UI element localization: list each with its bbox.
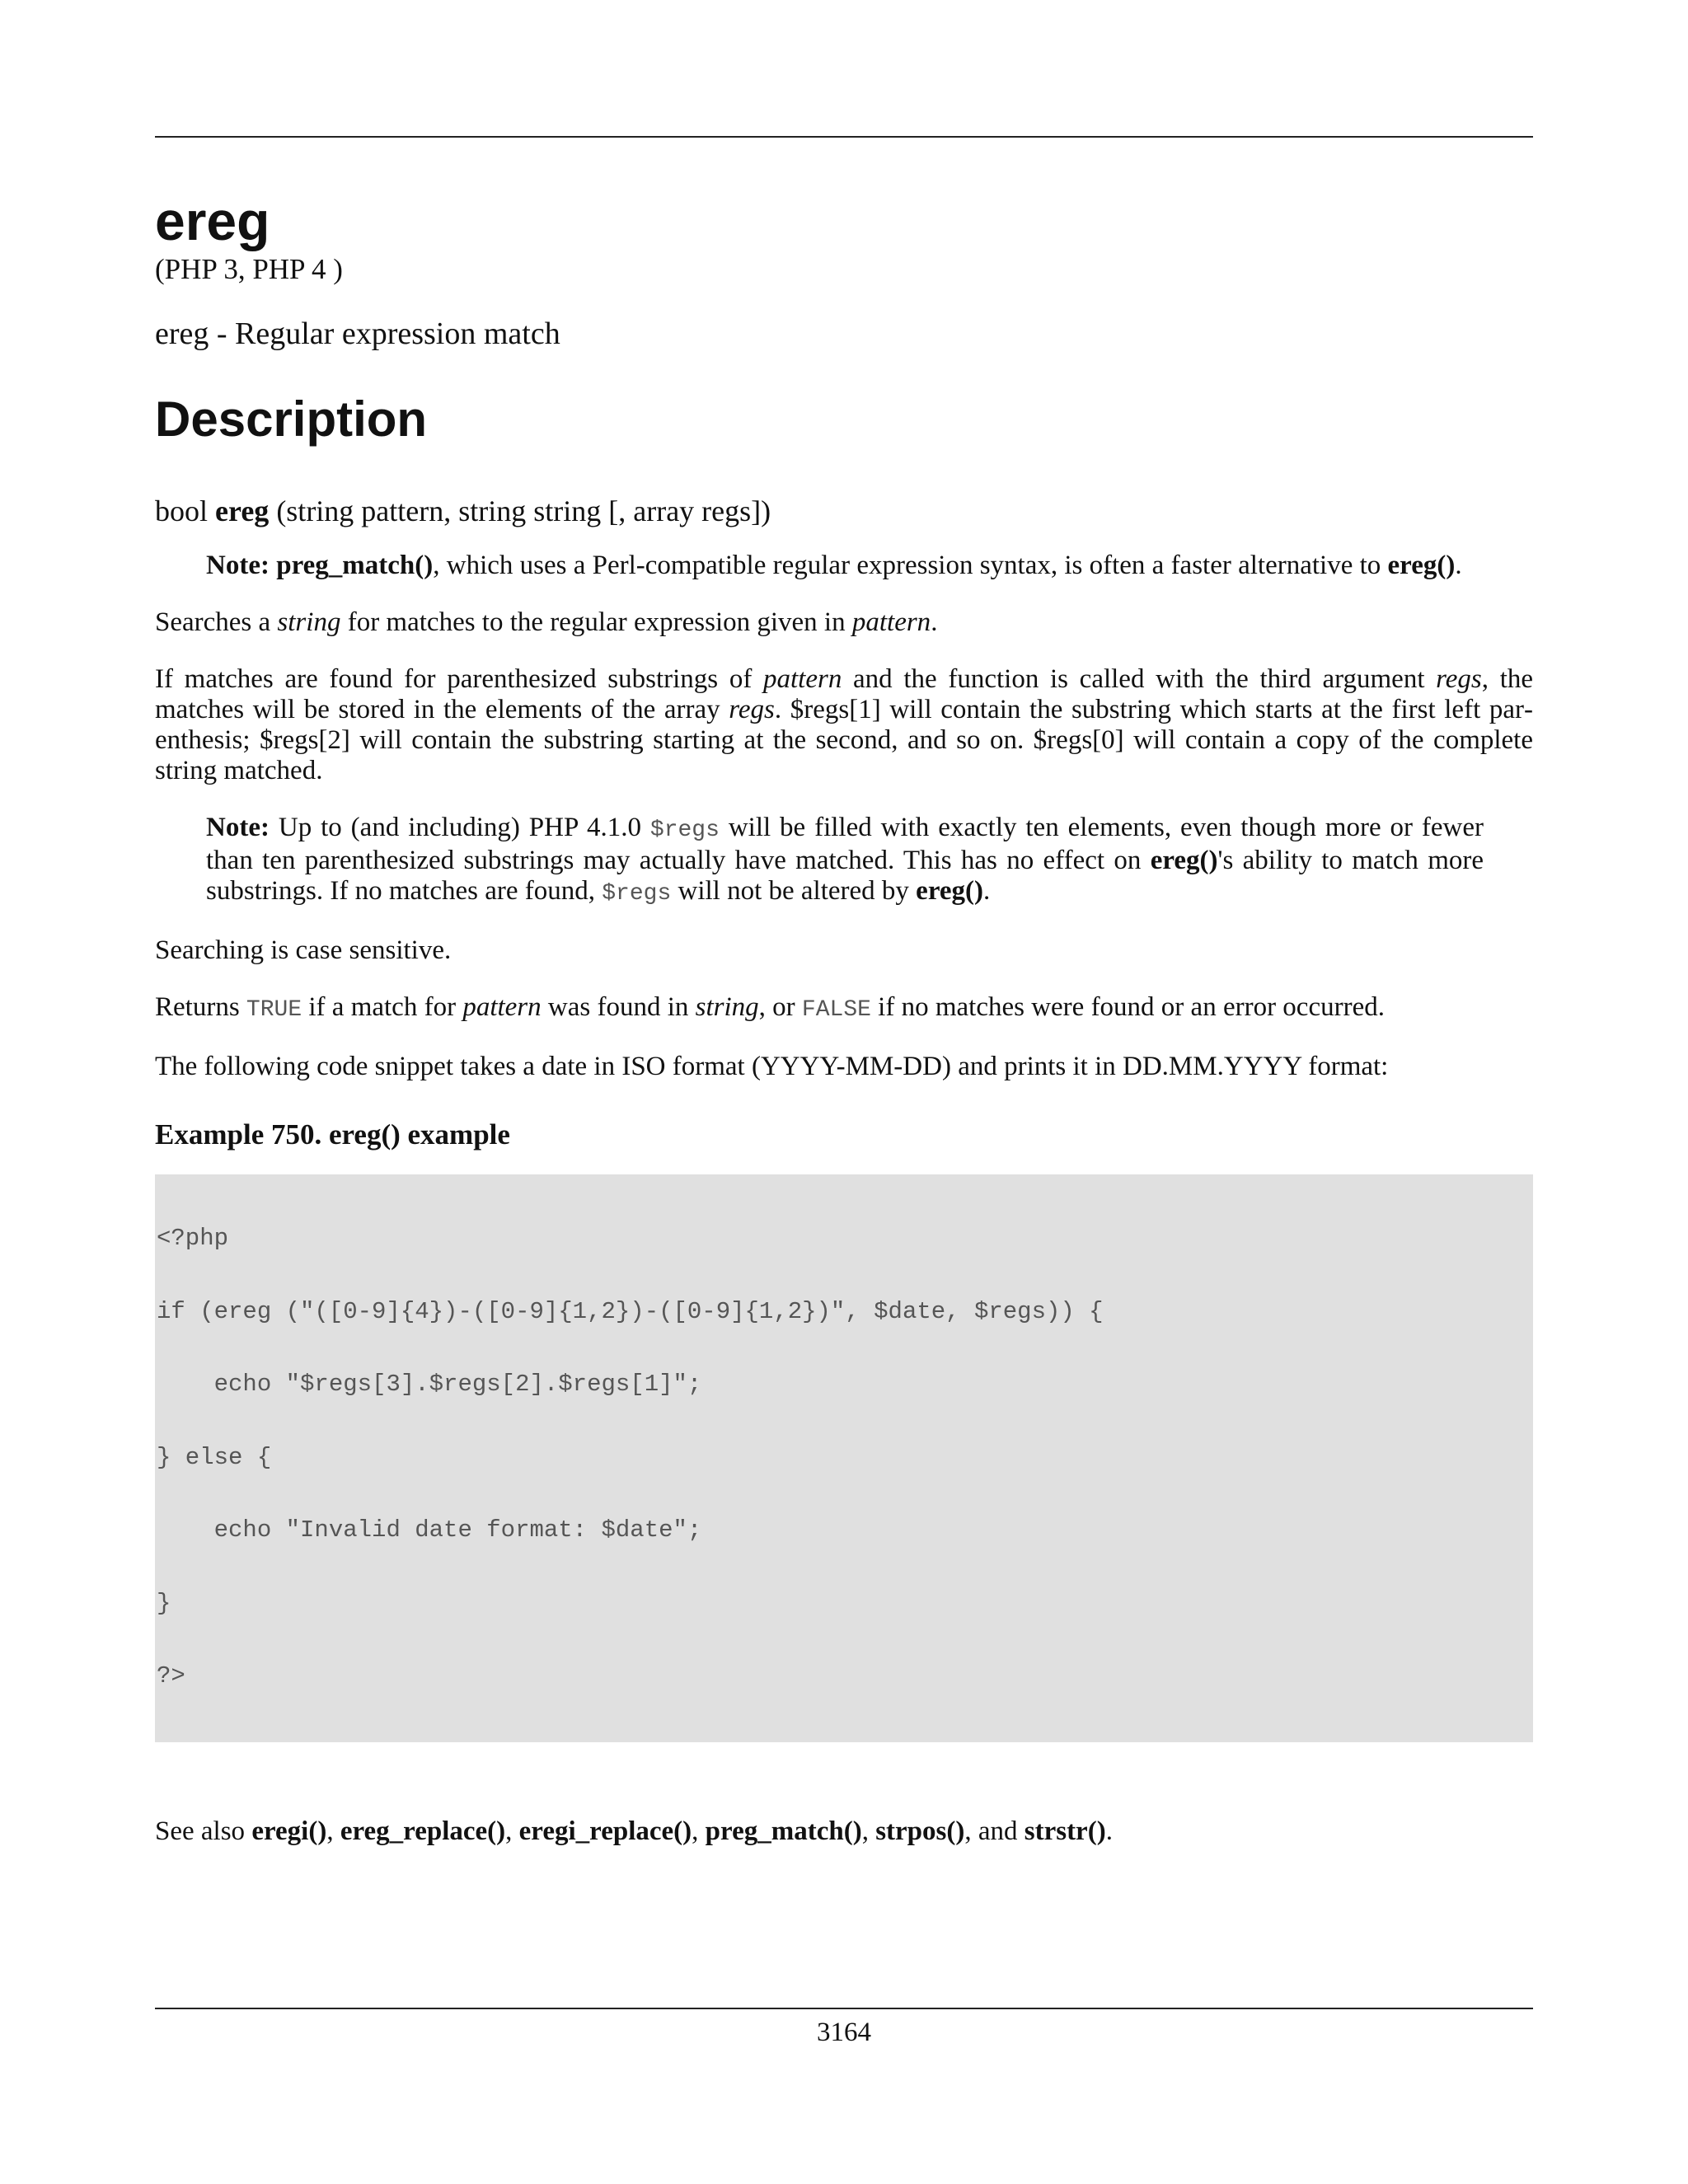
link-ereg[interactable]: ereg() (1150, 846, 1218, 875)
header-rule (155, 136, 1533, 138)
footer-rule (155, 2008, 1533, 2009)
link-strstr[interactable]: strstr() (1024, 1816, 1106, 1846)
code-regs: $regs (602, 881, 672, 907)
function-title: ereg (155, 190, 270, 251)
note-label: Note: (206, 551, 270, 580)
note-label: Note: (206, 813, 270, 842)
para-searches: Searches a string for matches to the regular expression given in pattern. (155, 607, 938, 637)
para-case-sensitive: Searching is case sensitive. (155, 935, 452, 965)
code-regs: $regs (649, 818, 720, 843)
synopsis-params: (string pattern, string string [, array regs]) (276, 494, 771, 527)
link-preg-match[interactable]: preg_match() (705, 1816, 862, 1846)
code-line: if (ereg ("([0-9]{4})-([0-9]{1,2})-([0-9]{1,2})", $date, $regs)) { (157, 1297, 1104, 1325)
constant-false: FALSE (801, 997, 871, 1023)
function-synopsis (155, 493, 1533, 529)
link-eregi-replace[interactable]: eregi_replace() (518, 1816, 692, 1846)
code-line: } else { (157, 1443, 272, 1471)
code-line: <?php (157, 1225, 229, 1252)
section-title-description: Description (155, 391, 428, 447)
note-preg-match: Note: preg_match(), which uses a Perl-compatible regular expression syntax, is often a faster alternative to ereg(). (206, 551, 1462, 580)
para-matches: If matches are found for parenthesized substrings of pattern and the function is called with the third argument regs, the matches will be stored in the elements of the array regs. $regs[1] will contain the substring which starts at the first left parenthesis; $regs[2] will contain the substring starting at the second, and so on. $regs[0] will contain a copy of the complete string matched. (155, 664, 1534, 785)
note-regs-limit: Note: Up to (and including) PHP 4.1.0 $regs will be filled with exactly ten elements, even though more or fewer than ten parenthesized substrings may actually have matched. This has no effect on ereg()'s ability to match more substrings. If no matches are found, $regs will not be altered by ereg(). (206, 813, 1484, 907)
constant-true: TRUE (246, 997, 302, 1023)
para-returns: Returns TRUE if a match for pattern was found in string, or FALSE if no matches were found or an error occurred. (155, 992, 1385, 1023)
link-ereg[interactable]: ereg() (1387, 551, 1456, 580)
para-snippet-intro: The following code snippet takes a date in ISO format (YYYY-MM-DD) and prints it in DD.MM.YYYY format: (155, 1052, 1389, 1081)
synopsis-function-name: ereg (215, 494, 270, 527)
example-title: Example 750. ereg() example (155, 1118, 510, 1151)
link-preg-match[interactable]: preg_match() (276, 551, 434, 580)
code-block (155, 1174, 1533, 1742)
php-versions: (PHP 3, PHP 4 ) (155, 253, 343, 285)
code-line: echo "Invalid date format: $date"; (157, 1516, 702, 1544)
code-line: echo "$regs[3].$regs[2].$regs[1]"; (157, 1371, 702, 1398)
link-eregi[interactable]: eregi() (251, 1816, 327, 1846)
ref-purpose: ereg - Regular expression match (155, 316, 560, 351)
link-strpos[interactable]: strpos() (875, 1816, 965, 1846)
code-line: } (157, 1589, 171, 1617)
page-number: 3164 (817, 2018, 871, 2047)
link-ereg-replace[interactable]: ereg_replace() (340, 1816, 506, 1846)
see-also: See also eregi(), ereg_replace(), eregi_replace(), preg_match(), strpos(), and strstr(). (155, 1816, 1113, 1846)
link-ereg[interactable]: ereg() (916, 876, 983, 906)
page-content (155, 190, 1533, 1847)
code-line: ?> (157, 1662, 185, 1690)
return-type: bool (155, 494, 209, 527)
